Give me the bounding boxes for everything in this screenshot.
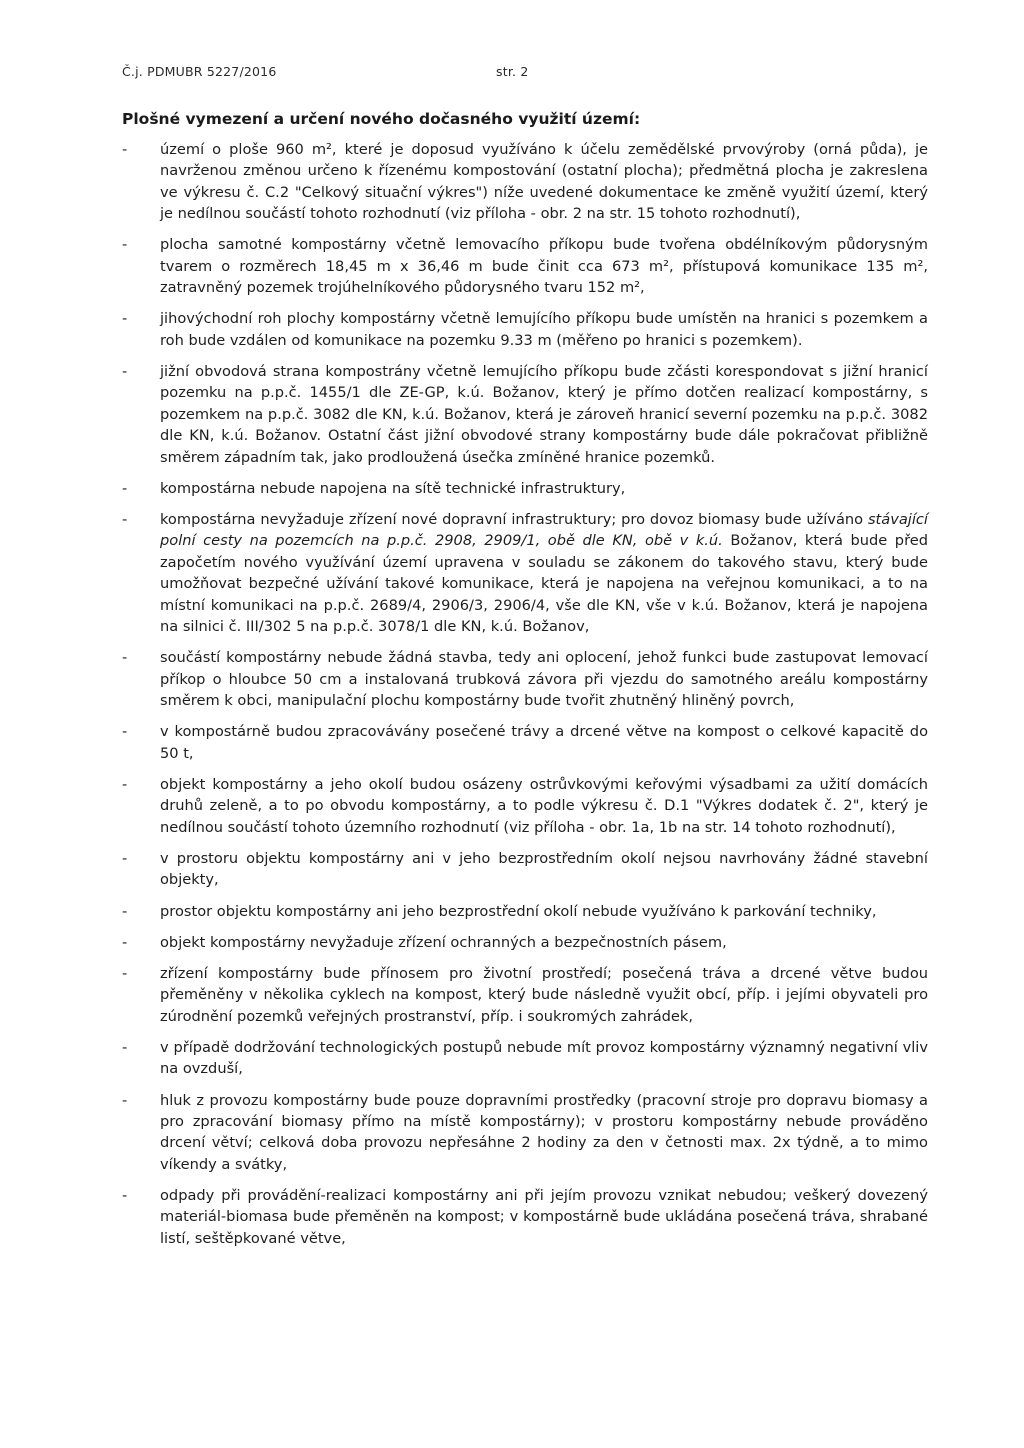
list-bullet: - — [122, 479, 128, 497]
item-text-part: v případě dodržování technologických postupů nebude mít provoz kompostárny významný negativní vliv na ovzduší, — [160, 1038, 928, 1078]
page-number: str. 2 — [496, 64, 529, 79]
list-bullet: - — [122, 933, 128, 951]
list-bullet: - — [122, 649, 128, 667]
list-item-3 — [118, 308, 928, 351]
reference-number: Č.j. PDMUBR 5227/2016 — [122, 64, 277, 79]
item-text-part: součástí kompostárny nebude žádná stavba, tedy ani oplocení, jehož funkci bude zastupovat lemovací příkop o hloubce 50 cm a instalovaná trubková závora při vjezdu do samotného areálu kompostárny směrem k obci, manipulační plochu kompostárny bude tvořit zhutněný hliněný povrch, — [160, 649, 928, 710]
list-bullet: - — [122, 363, 128, 381]
list-item-11 — [118, 901, 928, 922]
item-text — [160, 308, 928, 351]
item-text-part: v prostoru objektu kompostárny ani v jeho bezprostředním okolí nejsou navrhovány žádné stavební objekty, — [160, 849, 928, 889]
item-text — [160, 509, 928, 637]
list-bullet: - — [122, 723, 128, 741]
item-text — [160, 721, 928, 764]
list-bullet: - — [122, 964, 128, 982]
list-item-13 — [118, 963, 928, 1027]
list-bullet: - — [122, 849, 128, 867]
item-text — [160, 1037, 928, 1080]
item-text — [160, 848, 928, 891]
list-bullet: - — [122, 1091, 128, 1109]
item-text — [160, 1185, 928, 1249]
item-text — [160, 901, 928, 922]
item-text — [160, 234, 928, 298]
list-item-2 — [118, 234, 928, 298]
list-item-5 — [118, 478, 928, 499]
list-bullet: - — [122, 902, 128, 920]
conditions-list — [118, 139, 928, 1259]
list-bullet: - — [122, 310, 128, 328]
list-item-10 — [118, 848, 928, 891]
item-text — [160, 774, 928, 838]
item-text-part: zřízení kompostárny bude přínosem pro životní prostředí; posečená tráva a drcené větve budou přeměněny v několika cyklech na kompost, který bude následně využit obcí, příp. i jejími obyvateli pro zúrodnění pozemků veřejných prostranství, příp. i soukromých zahrádek, — [160, 964, 928, 1025]
list-bullet: - — [122, 511, 128, 529]
list-bullet: - — [122, 1187, 128, 1205]
list-item-9 — [118, 774, 928, 838]
item-text-part: kompostárna nevyžaduje zřízení nové dopravní infrastruktury; pro dovoz biomasy bude užíváno — [160, 511, 868, 529]
list-item-7 — [118, 647, 928, 711]
list-bullet: - — [122, 141, 128, 158]
item-text-part: objekt kompostárny nevyžaduje zřízení ochranných a bezpečnostních pásem, — [160, 933, 727, 951]
list-item-15 — [118, 1090, 928, 1176]
item-text-part: jižní obvodová strana kompostrány včetně lemujícího příkopu bude zčásti korespondovat s jižní hranicí pozemku na p.p.č. 1455/1 dle ZE-GP, k.ú. Božanov, který je přímo dotčen realizací kompostárny, s pozemkem na p.p.č. 3082 dle KN, k.ú. Božanov, která je zároveň hranicí severní pozemku na p.p.č. 3082 dle KN, k.ú. Božanov. Ostatní část jižní obvodové strany kompostárny bude dále pokračovat přibližně směrem západním tak, jako prodloužená úsečka zmíněné hranice pozemků. — [160, 363, 928, 466]
list-item-14 — [118, 1037, 928, 1080]
list-bullet: - — [122, 775, 128, 793]
item-text — [160, 139, 928, 225]
item-text-part: jihovýchodní roh plochy kompostárny včetně lemujícího příkopu bude umístěn na hranici s pozemkem a roh bude vzdálen od komunikace na pozemku 9.33 m (měřeno po hranici s pozemkem). — [160, 310, 928, 349]
item-text-part: území o ploše 960 m², které je doposud využíváno k účelu zemědělské prvovýroby (orná půda), je navrženou změnou určeno k řízenému kompostování (ostatní plocha); předmětná plocha je zakreslena ve výkresu č. C.2 "Celkový situační výkres") níže uvedené dokumentace ke změně využití území, který je nedílnou součástí tohoto rozhodnutí (viz příloha - obr. 2 na str. 15 tohoto rozhodnutí), — [160, 141, 928, 223]
item-text-part: odpady při provádění-realizaci kompostárny ani při jejím provozu vznikat nebudou; veškerý dovezený materiál-biomasa bude přeměněn na kompost; v kompostárně bude ukládána posečená tráva, shrabané listí, seštěpkované větve, — [160, 1187, 928, 1247]
item-text-part: Božanov, která bude před započetím nového využívání území upravena v souladu se zákonem do takového stavu, který bude umožňovat bezpečné užívání takové komunikace, která je napojena na veřejnou komunikaci, a to na místní komunikaci na p.p.č. 2689/4, 2906/3, 2906/4, vše dle KN, vše v k.ú. Božanov, která je napojena na silnici č. III/302 5 na p.p.č. 3078/1 dle KN, k.ú. Božanov, — [160, 532, 928, 636]
item-text — [160, 478, 928, 499]
list-item-16 — [118, 1185, 928, 1249]
item-text — [160, 647, 928, 711]
item-text-part: v kompostárně budou zpracovávány posečené trávy a drcené větve na kompost o celkové kapacitě do 50 t, — [160, 723, 928, 762]
item-text-part: plocha samotné kompostárny včetně lemovacího příkopu bude tvořena obdélníkovým půdorysným tvarem o rozměrech 18,45 m x 36,46 m bude činit cca 673 m², přístupová komunikace 135 m², zatravněný pozemek trojúhelníkového půdorysného tvaru 152 m², — [160, 236, 928, 297]
list-item-1 — [118, 139, 928, 225]
item-text-part: hluk z provozu kompostárny bude pouze dopravními prostředky (pracovní stroje pro dopravu biomasy a pro zpracování biomasy přímo na místě kompostárny); v prostoru kompostárny nebude prováděno drcení větví; celková doba provozu nepřesáhne 2 hodiny za den v četnosti max. 2x týdně, a to mimo víkendy a svátky, — [160, 1091, 928, 1173]
item-text-part: kompostárna nebude napojena na sítě technické infrastruktury, — [160, 479, 626, 497]
list-item-12 — [118, 932, 928, 953]
item-text-part: prostor objektu kompostárny ani jeho bezprostřední okolí nebude využíváno k parkování techniky, — [160, 902, 877, 920]
item-text — [160, 1090, 928, 1176]
item-text-part: objekt kompostárny a jeho okolí budou osázeny ostrůvkovými keřovými výsadbami za užití domácích druhů zeleně, a to po obvodu kompostárny, a to podle výkresu č. D.1 "Výkres dodatek č. 2", který je nedílnou součástí tohoto územního rozhodnutí (viz příloha - obr. 1a, 1b na str. 14 tohoto rozhodnutí), — [160, 775, 928, 836]
item-text — [160, 963, 928, 1027]
item-text — [160, 932, 928, 953]
item-text — [160, 361, 928, 468]
list-item-4 — [118, 361, 928, 468]
list-bullet: - — [122, 236, 128, 254]
list-item-6 — [118, 509, 928, 637]
item-text-italic: stávající polní cesty na pozemcích na p.p.č. 2908, 2909/1, obě dle KN, obě v k.ú. — [160, 511, 928, 550]
section-heading: Plošné vymezení a určení nového dočasného využití území: — [122, 110, 641, 128]
list-bullet: - — [122, 1038, 128, 1056]
list-item-8 — [118, 721, 928, 764]
